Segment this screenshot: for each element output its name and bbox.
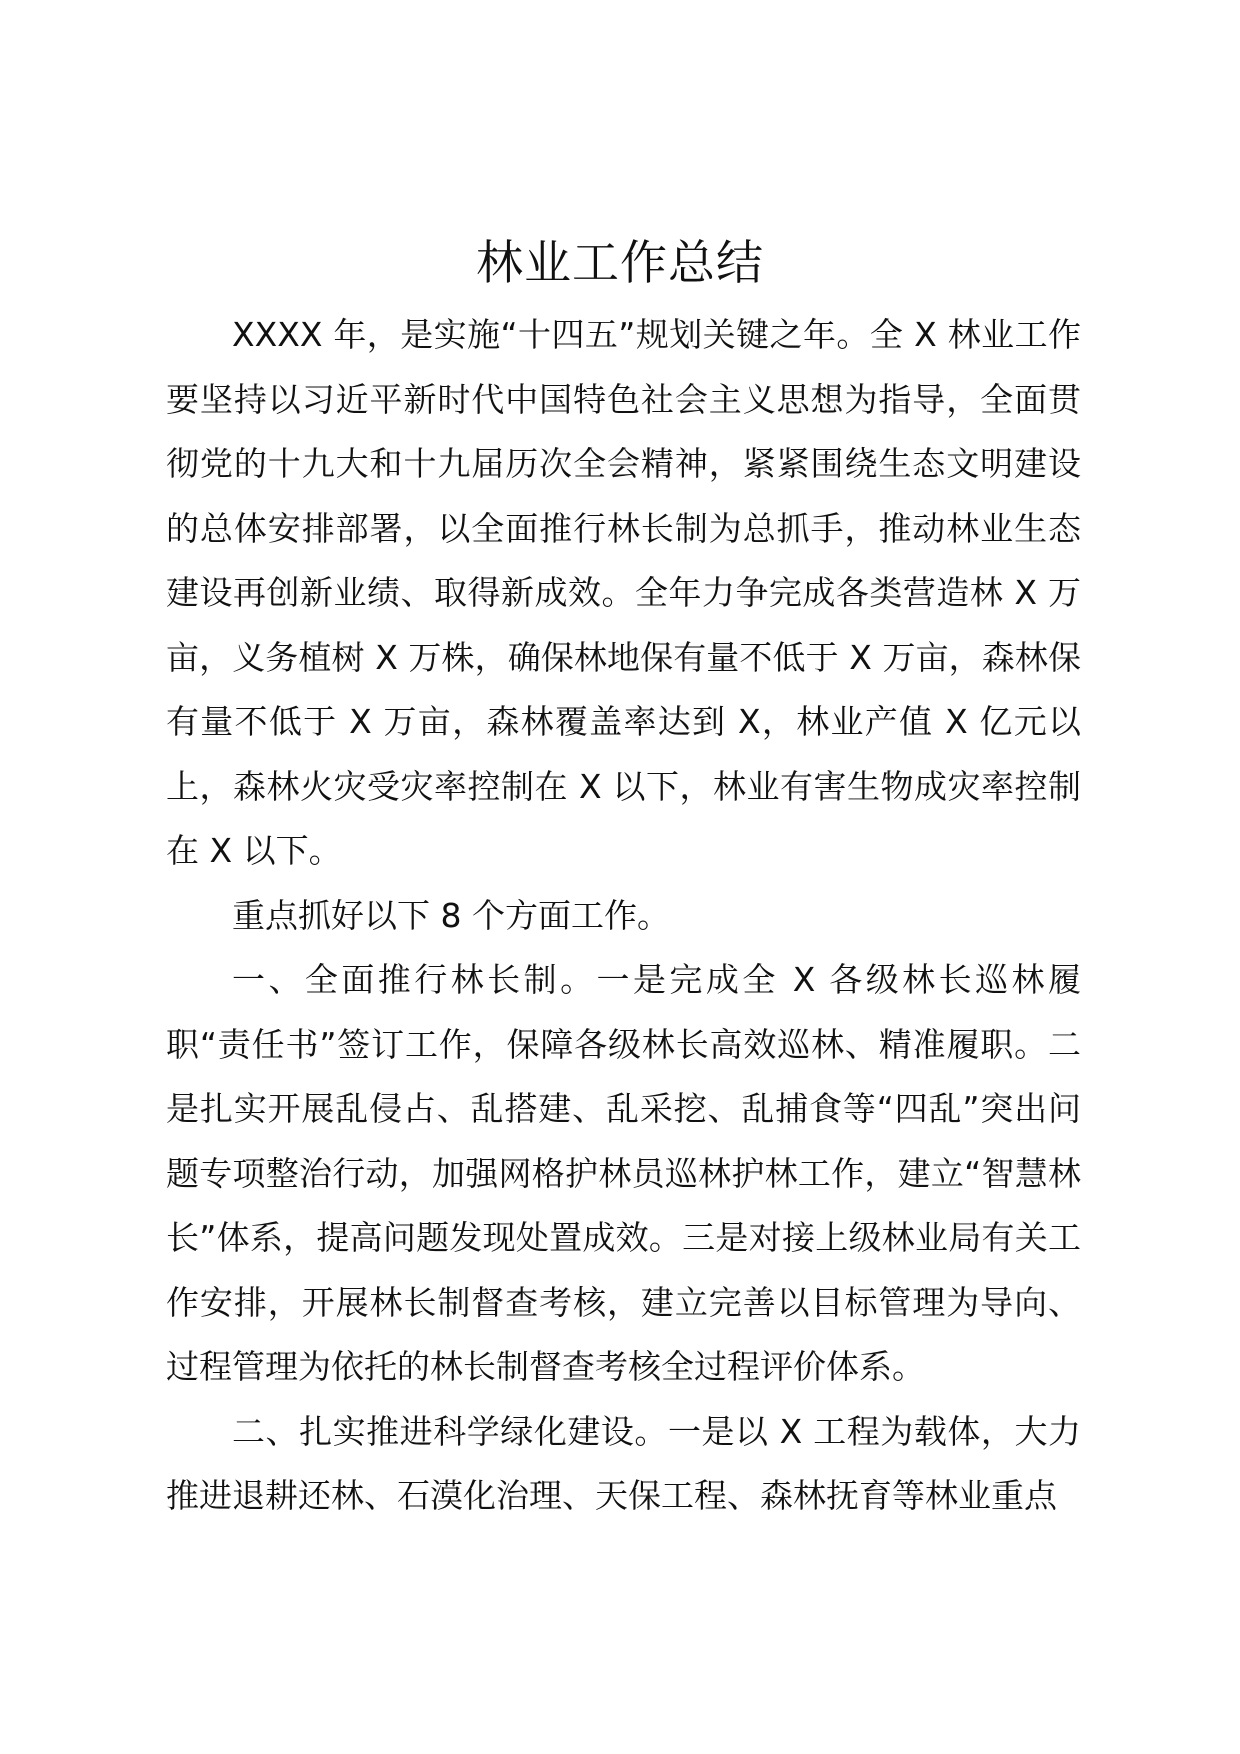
document-title: 林业工作总结 [476,236,764,291]
paragraph-overview: 重点抓好以下 8 个方面工作。 [232,895,670,935]
document-body [166,303,1081,1529]
paragraph-section-1: 一、全面推行林长制。一是完成全 X 各级林长巡林履职“责任书”签订工作，保障各级林长高效巡林、精准履职。二是扎实开展乱侵占、乱搭建、乱采挖、乱捕食等“四乱”突出问题专项整治行动，加强网格护林员巡林护林工作，建立“智慧林长”体系，提高问题发现处置成效。三是对接上级林业局有关工作安排，开展林长制督查考核，建立完善以目标管理为导向、过程管理为依托的林长制督查考核全过程评价体系。 [166,960,1081,1386]
paragraph-intro: XXXX 年，是实施“十四五”规划关键之年。全 X 林业工作要坚持以习近平新时代中国特色社会主义思想为指导，全面贯彻党的十九大和十九届历次全会精神，紧紧围绕生态文明建设的总体安排部署，以全面推行林长制为总抓手，推动林业生态建设再创新业绩、取得新成效。全年力争完成各类营造林 X 万亩，义务植树 X 万株，确保林地保有量不低于 X 万亩，森林保有量不低于 X 万亩，森林覆盖率达到 X，林业产值 X 亿元以上，森林火灾受灾率控制在 X 以下，林业有害生物成灾率控制在 X 以下。 [166,315,1081,870]
paragraph-section-2: 二、扎实推进科学绿化建设。一是以 X 工程为载体，大力推进退耕还林、石漠化治理、天保工程、森林抚育等林业重点 [166,1411,1081,1515]
